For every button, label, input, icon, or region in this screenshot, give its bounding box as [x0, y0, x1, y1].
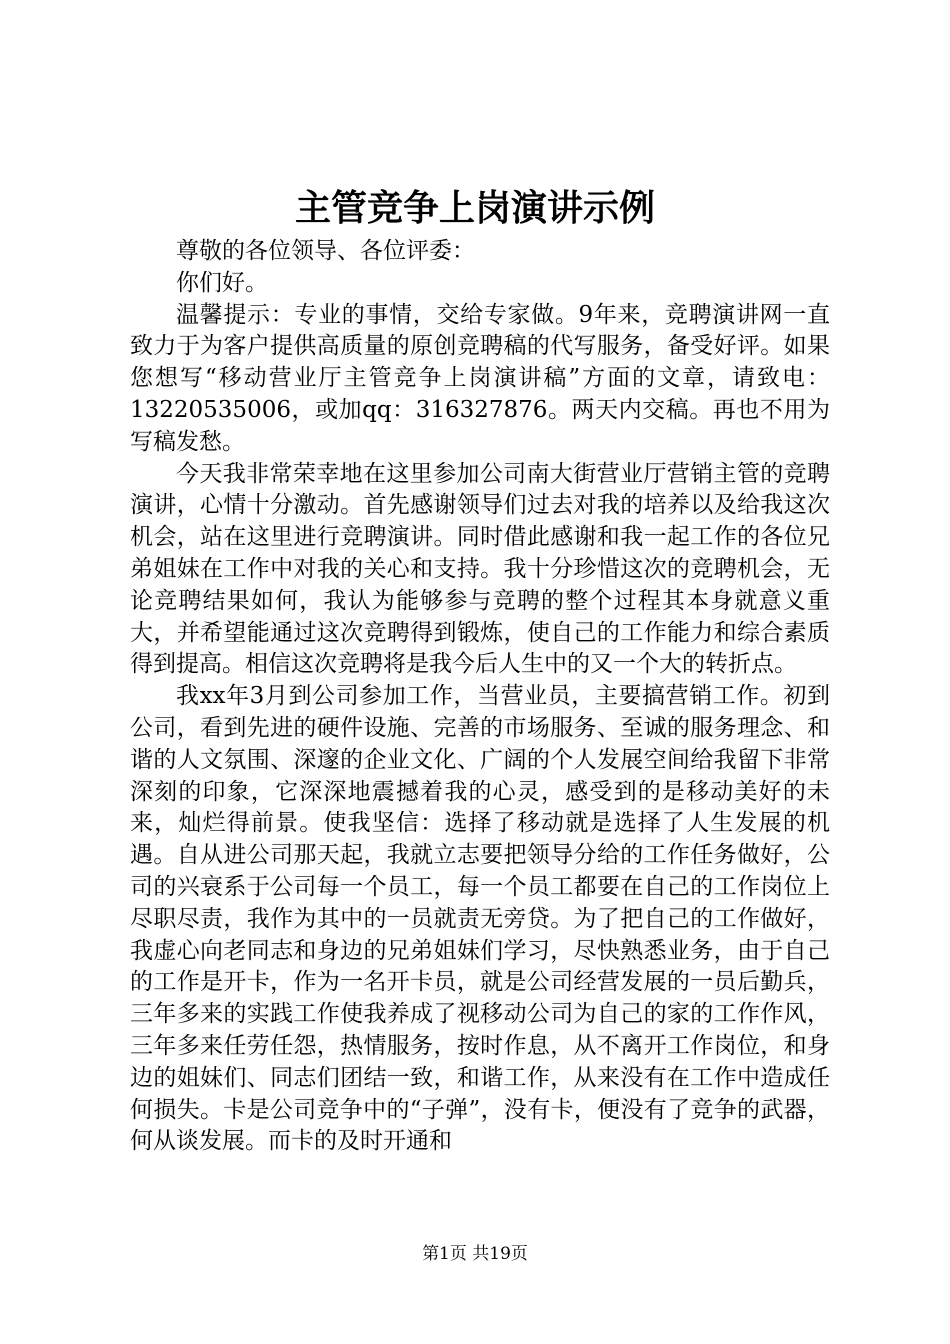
document-body [130, 236, 830, 1158]
intro-paragraph: 今天我非常荣幸地在这里参加公司南大街营业厅营销主管的竞聘演讲，心情十分激动。首先感谢领导们过去对我的培养以及给我这次机会，站在这里进行竞聘演讲。同时借此感谢和我一起工作的各位兄弟姐妹在工作中对我的关心和支持。我十分珍惜这次的竞聘机会，无论竞聘结果如何，我认为能够参与竞聘的整个过程其本身就意义重大，并希望能通过这次竞聘得到锻炼，使自己的工作能力和综合素质得到提高。相信这次竞聘将是我今后人生中的又一个大的转折点。 [130, 460, 830, 678]
experience-paragraph: 我xx年3月到公司参加工作，当营业员，主要搞营销工作。初到公司，看到先进的硬件设施、完善的市场服务、至诚的服务理念、和谐的人文氛围、深邃的企业文化、广阔的个人发展空间给我留下非常深刻的印象，它深深地震撼着我的心灵，感受到的是移动美好的未来，灿烂得前景。使我坚信：选择了移动就是选择了人生发展的机遇。自从进公司那天起，我就立志要把领导分给的工作任务做好，公司的兴衰系于公司每一个员工，每一个员工都要在自己的工作岗位上尽职尽责，我作为其中的一员就责无旁贷。为了把自己的工作做好，我虚心向老同志和身边的兄弟姐妹们学习，尽快熟悉业务，由于自己的工作是开卡，作为一名开卡员，就是公司经营发展的一员后勤兵，三年多来的实践工作使我养成了视移动公司为自己的家的工作作风，三年多来任劳任怨，热情服务，按时作息，从不离开工作岗位，和身边的姐妹们、同志们团结一致，和谐工作，从来没有在工作中造成任何损失。卡是公司竞争中的“子弹”，没有卡，便没有了竞争的武器，何从谈发展。而卡的及时开通和 [130, 683, 830, 1155]
document-title: 主管竞争上岗演讲示例 [294, 187, 655, 229]
notice-paragraph: 温馨提示：专业的事情，交给专家做。9年来，竞聘演讲网一直致力于为客户提供高质量的原创竞聘稿的代写服务，备受好评。如果您想写“移动营业厅主管竞争上岗演讲稿”方面的文章，请致电：13220535006，或加qq：316327876。两天内交稿。再也不用为写稿发愁。 [130, 301, 830, 455]
salutation-paragraph: 尊敬的各位领导、各位评委： [176, 238, 475, 264]
greeting-paragraph: 你们好。 [176, 269, 268, 296]
page-number-footer: 第1页 共19页 [422, 1244, 528, 1264]
